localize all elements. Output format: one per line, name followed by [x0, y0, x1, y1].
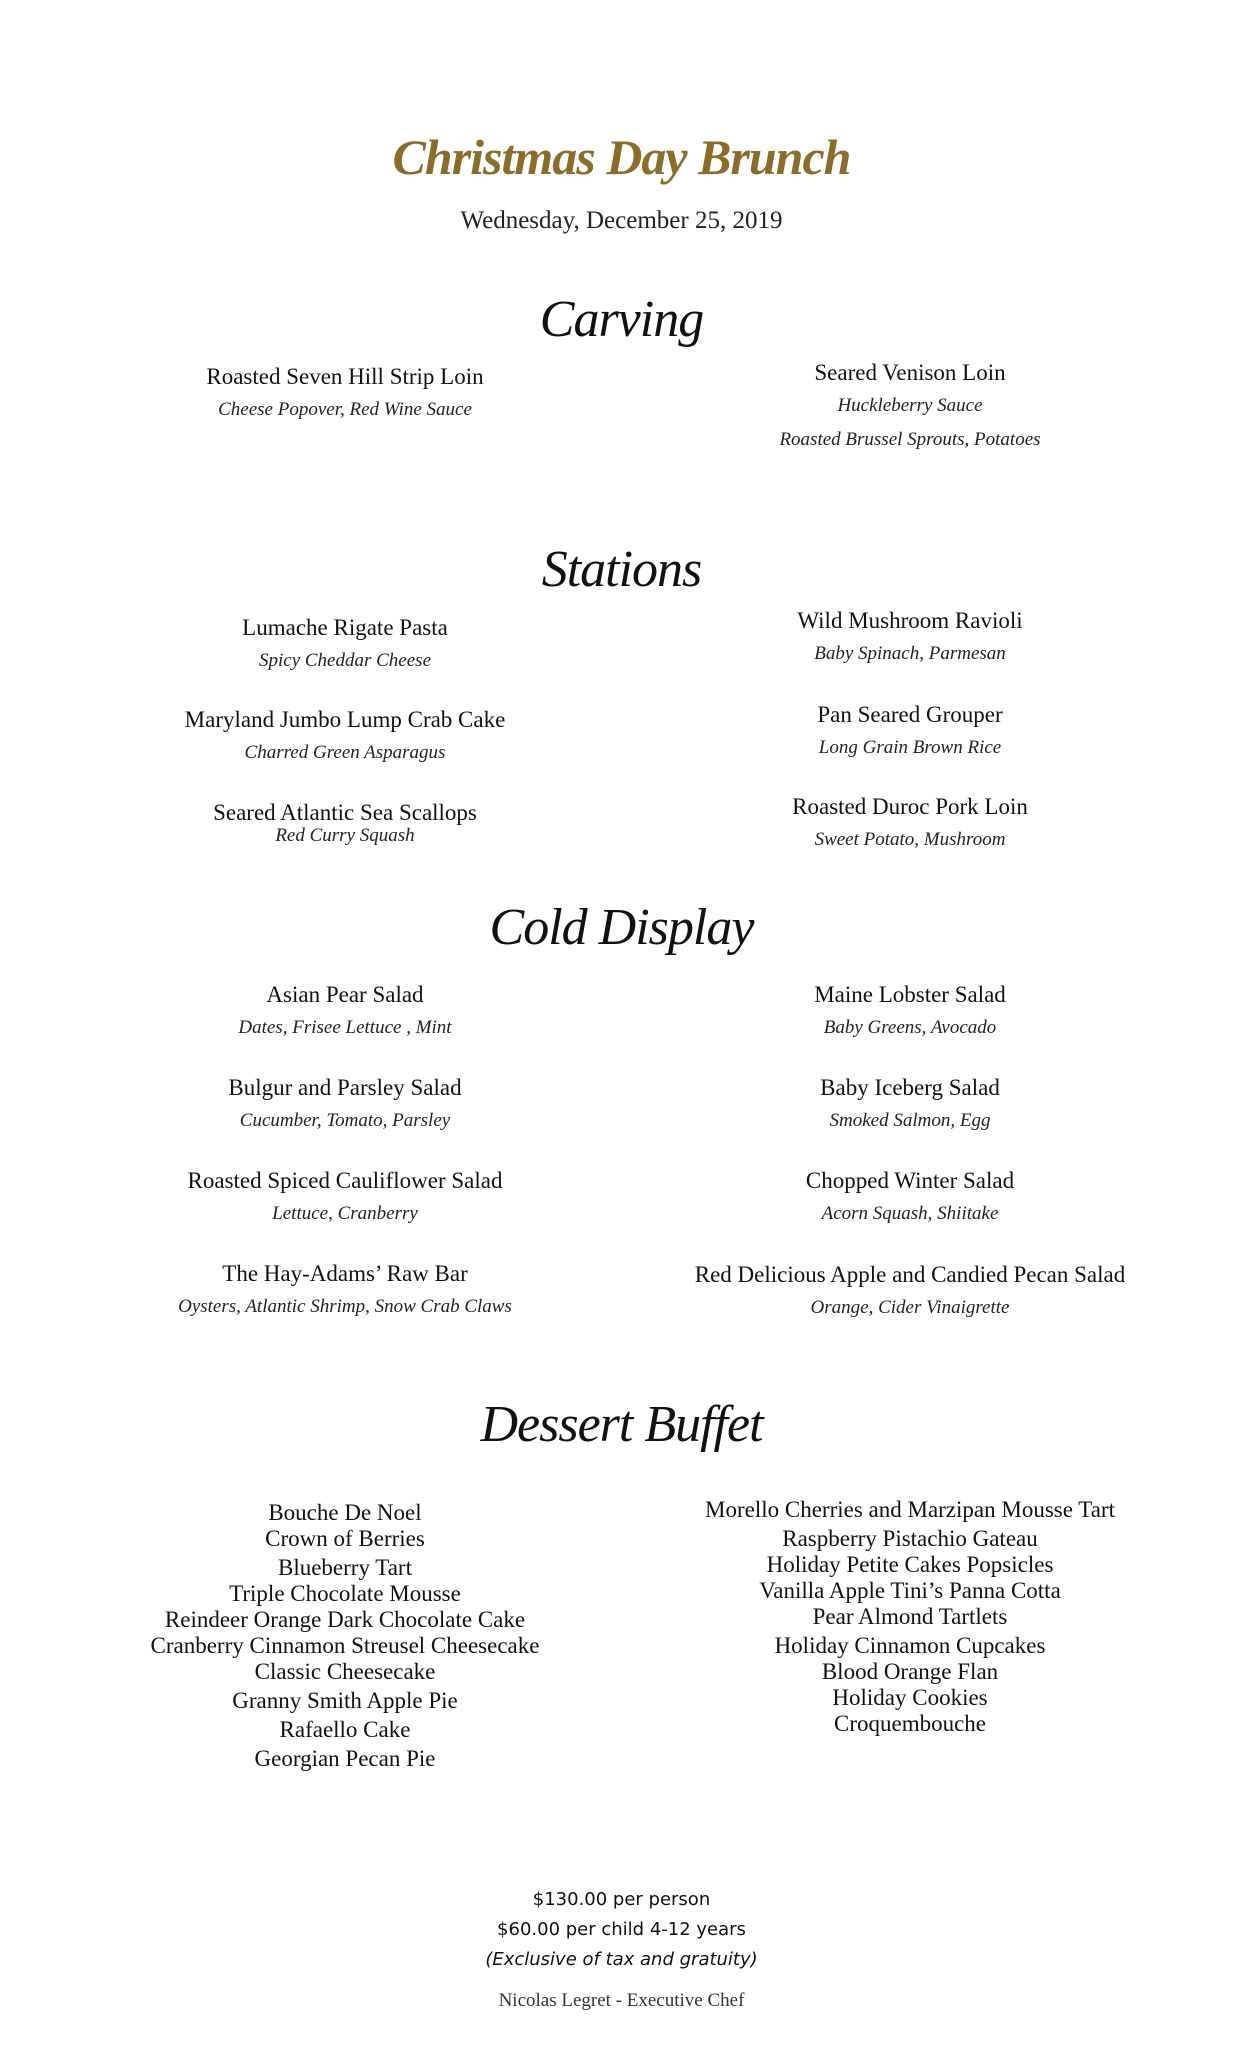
menu-item-desc: Baby Greens, Avocado	[823, 1017, 997, 1038]
list-item: Rafaello Cake	[279, 1717, 411, 1742]
list-item: Morello Cherries and Marzipan Mousse Tart	[705, 1497, 1115, 1522]
menu-item-desc: Orange, Cider Vinaigrette	[810, 1297, 1010, 1318]
menu-item-name: Maryland Jumbo Lump Crab Cake	[184, 707, 506, 732]
pricing-note: (Exclusive of tax and gratuity)	[485, 1949, 758, 1970]
chef-credit: Nicolas Legret - Executive Chef	[498, 1990, 745, 2011]
list-item: Croquembouche	[833, 1711, 986, 1736]
menu-item-desc: Spicy Cheddar Cheese	[258, 650, 431, 671]
menu-item-name: Pan Seared Grouper	[817, 702, 1003, 727]
list-item: Reindeer Orange Dark Chocolate Cake	[164, 1607, 526, 1632]
menu-item-desc: Oysters, Atlantic Shrimp, Snow Crab Claws	[178, 1296, 512, 1317]
menu-item-name: Roasted Spiced Cauliflower Salad	[187, 1168, 503, 1193]
carving-right-item	[670, 358, 1150, 454]
dessert-right-list	[670, 1497, 1150, 1737]
menu-item-name: Roasted Duroc Pork Loin	[792, 794, 1028, 819]
pricing-block	[0, 1885, 1243, 1975]
list-item: Pear Almond Tartlets	[812, 1604, 1008, 1629]
menu-item-name: The Hay-Adams’ Raw Bar	[222, 1261, 468, 1286]
section-heading-stations: Stations	[541, 541, 702, 598]
menu-item-name: Asian Pear Salad	[266, 982, 424, 1007]
menu-item-desc: Smoked Salmon, Egg	[829, 1110, 991, 1131]
list-item: Raspberry Pistachio Gateau	[782, 1526, 1038, 1551]
menu-item-name: Chopped Winter Salad	[805, 1168, 1015, 1193]
menu-item-name: Wild Mushroom Ravioli	[797, 608, 1023, 633]
list-item: Holiday Petite Cakes Popsicles	[766, 1552, 1054, 1577]
stations-left-item	[125, 705, 565, 767]
list-item: Granny Smith Apple Pie	[232, 1688, 458, 1713]
section-heading-cold-display: Cold Display	[489, 899, 754, 956]
cold-right-item	[670, 980, 1150, 1042]
menu-item-desc: Baby Spinach, Parmesan	[814, 643, 1006, 664]
list-item: Vanilla Apple Tini’s Panna Cotta	[759, 1578, 1061, 1603]
menu-item-name: Red Delicious Apple and Candied Pecan Salad	[694, 1262, 1126, 1287]
menu-item-desc: Lettuce, Cranberry	[272, 1203, 418, 1224]
menu-item-desc: Cheese Popover, Red Wine Sauce	[218, 399, 472, 420]
section-heading-dessert-buffet: Dessert Buffet	[480, 1396, 763, 1453]
menu-item-desc: Long Grain Brown Rice	[818, 737, 1002, 758]
menu-item-name: Maine Lobster Salad	[814, 982, 1006, 1007]
cold-left-item	[125, 1073, 565, 1135]
menu-item-desc: Acorn Squash, Shiitake	[821, 1203, 999, 1224]
menu-item-name: Bulgur and Parsley Salad	[228, 1075, 462, 1100]
list-item: Blood Orange Flan	[821, 1659, 999, 1684]
dessert-left-list	[125, 1500, 565, 1772]
menu-item-desc: Cucumber, Tomato, Parsley	[239, 1110, 451, 1131]
stations-left-item	[125, 613, 565, 675]
list-item: Crown of Berries	[265, 1526, 425, 1551]
event-date: Wednesday, December 25, 2019	[460, 207, 783, 234]
cold-left-item	[125, 1166, 565, 1228]
cold-left-item	[125, 980, 565, 1042]
list-item: Triple Chocolate Mousse	[229, 1581, 461, 1606]
menu-item-desc: Sweet Potato, Mushroom	[814, 829, 1006, 850]
carving-left-item	[125, 362, 565, 424]
stations-left-item	[125, 798, 565, 850]
cold-right-item	[670, 1166, 1150, 1228]
list-item: Blueberry Tart	[277, 1555, 412, 1580]
menu-item-desc: Huckleberry Sauce	[837, 395, 983, 416]
list-item: Classic Cheesecake	[254, 1659, 436, 1684]
list-item: Holiday Cookies	[832, 1685, 988, 1710]
stations-right-item	[670, 700, 1150, 762]
menu-item-desc: Dates, Frisee Lettuce , Mint	[238, 1017, 452, 1038]
adult-price: $130.00 per person	[532, 1889, 711, 1910]
stations-right-item	[670, 792, 1150, 854]
menu-item-desc: Roasted Brussel Sprouts, Potatoes	[779, 429, 1041, 450]
cold-right-item	[670, 1260, 1150, 1322]
cold-right-item	[670, 1073, 1150, 1135]
list-item: Cranberry Cinnamon Streusel Cheesecake	[150, 1633, 540, 1658]
list-item: Bouche De Noel	[268, 1500, 422, 1525]
menu-item-name: Lumache Rigate Pasta	[242, 615, 448, 640]
page-title: Christmas Day Brunch	[392, 129, 851, 185]
child-price: $60.00 per child 4-12 years	[497, 1919, 746, 1940]
menu-item-name: Seared Atlantic Sea Scallops	[213, 800, 477, 825]
menu-item-name: Seared Venison Loin	[814, 360, 1006, 385]
list-item: Georgian Pecan Pie	[254, 1746, 436, 1771]
menu-item-desc: Charred Green Asparagus	[244, 742, 446, 763]
menu-item-name: Roasted Seven Hill Strip Loin	[206, 364, 484, 389]
cold-left-item	[125, 1259, 565, 1321]
list-item: Holiday Cinnamon Cupcakes	[774, 1633, 1046, 1658]
menu-item-desc: Red Curry Squash	[275, 825, 415, 846]
stations-right-item	[670, 606, 1150, 668]
menu-item-name: Baby Iceberg Salad	[820, 1075, 1000, 1100]
section-heading-carving: Carving	[539, 291, 704, 348]
